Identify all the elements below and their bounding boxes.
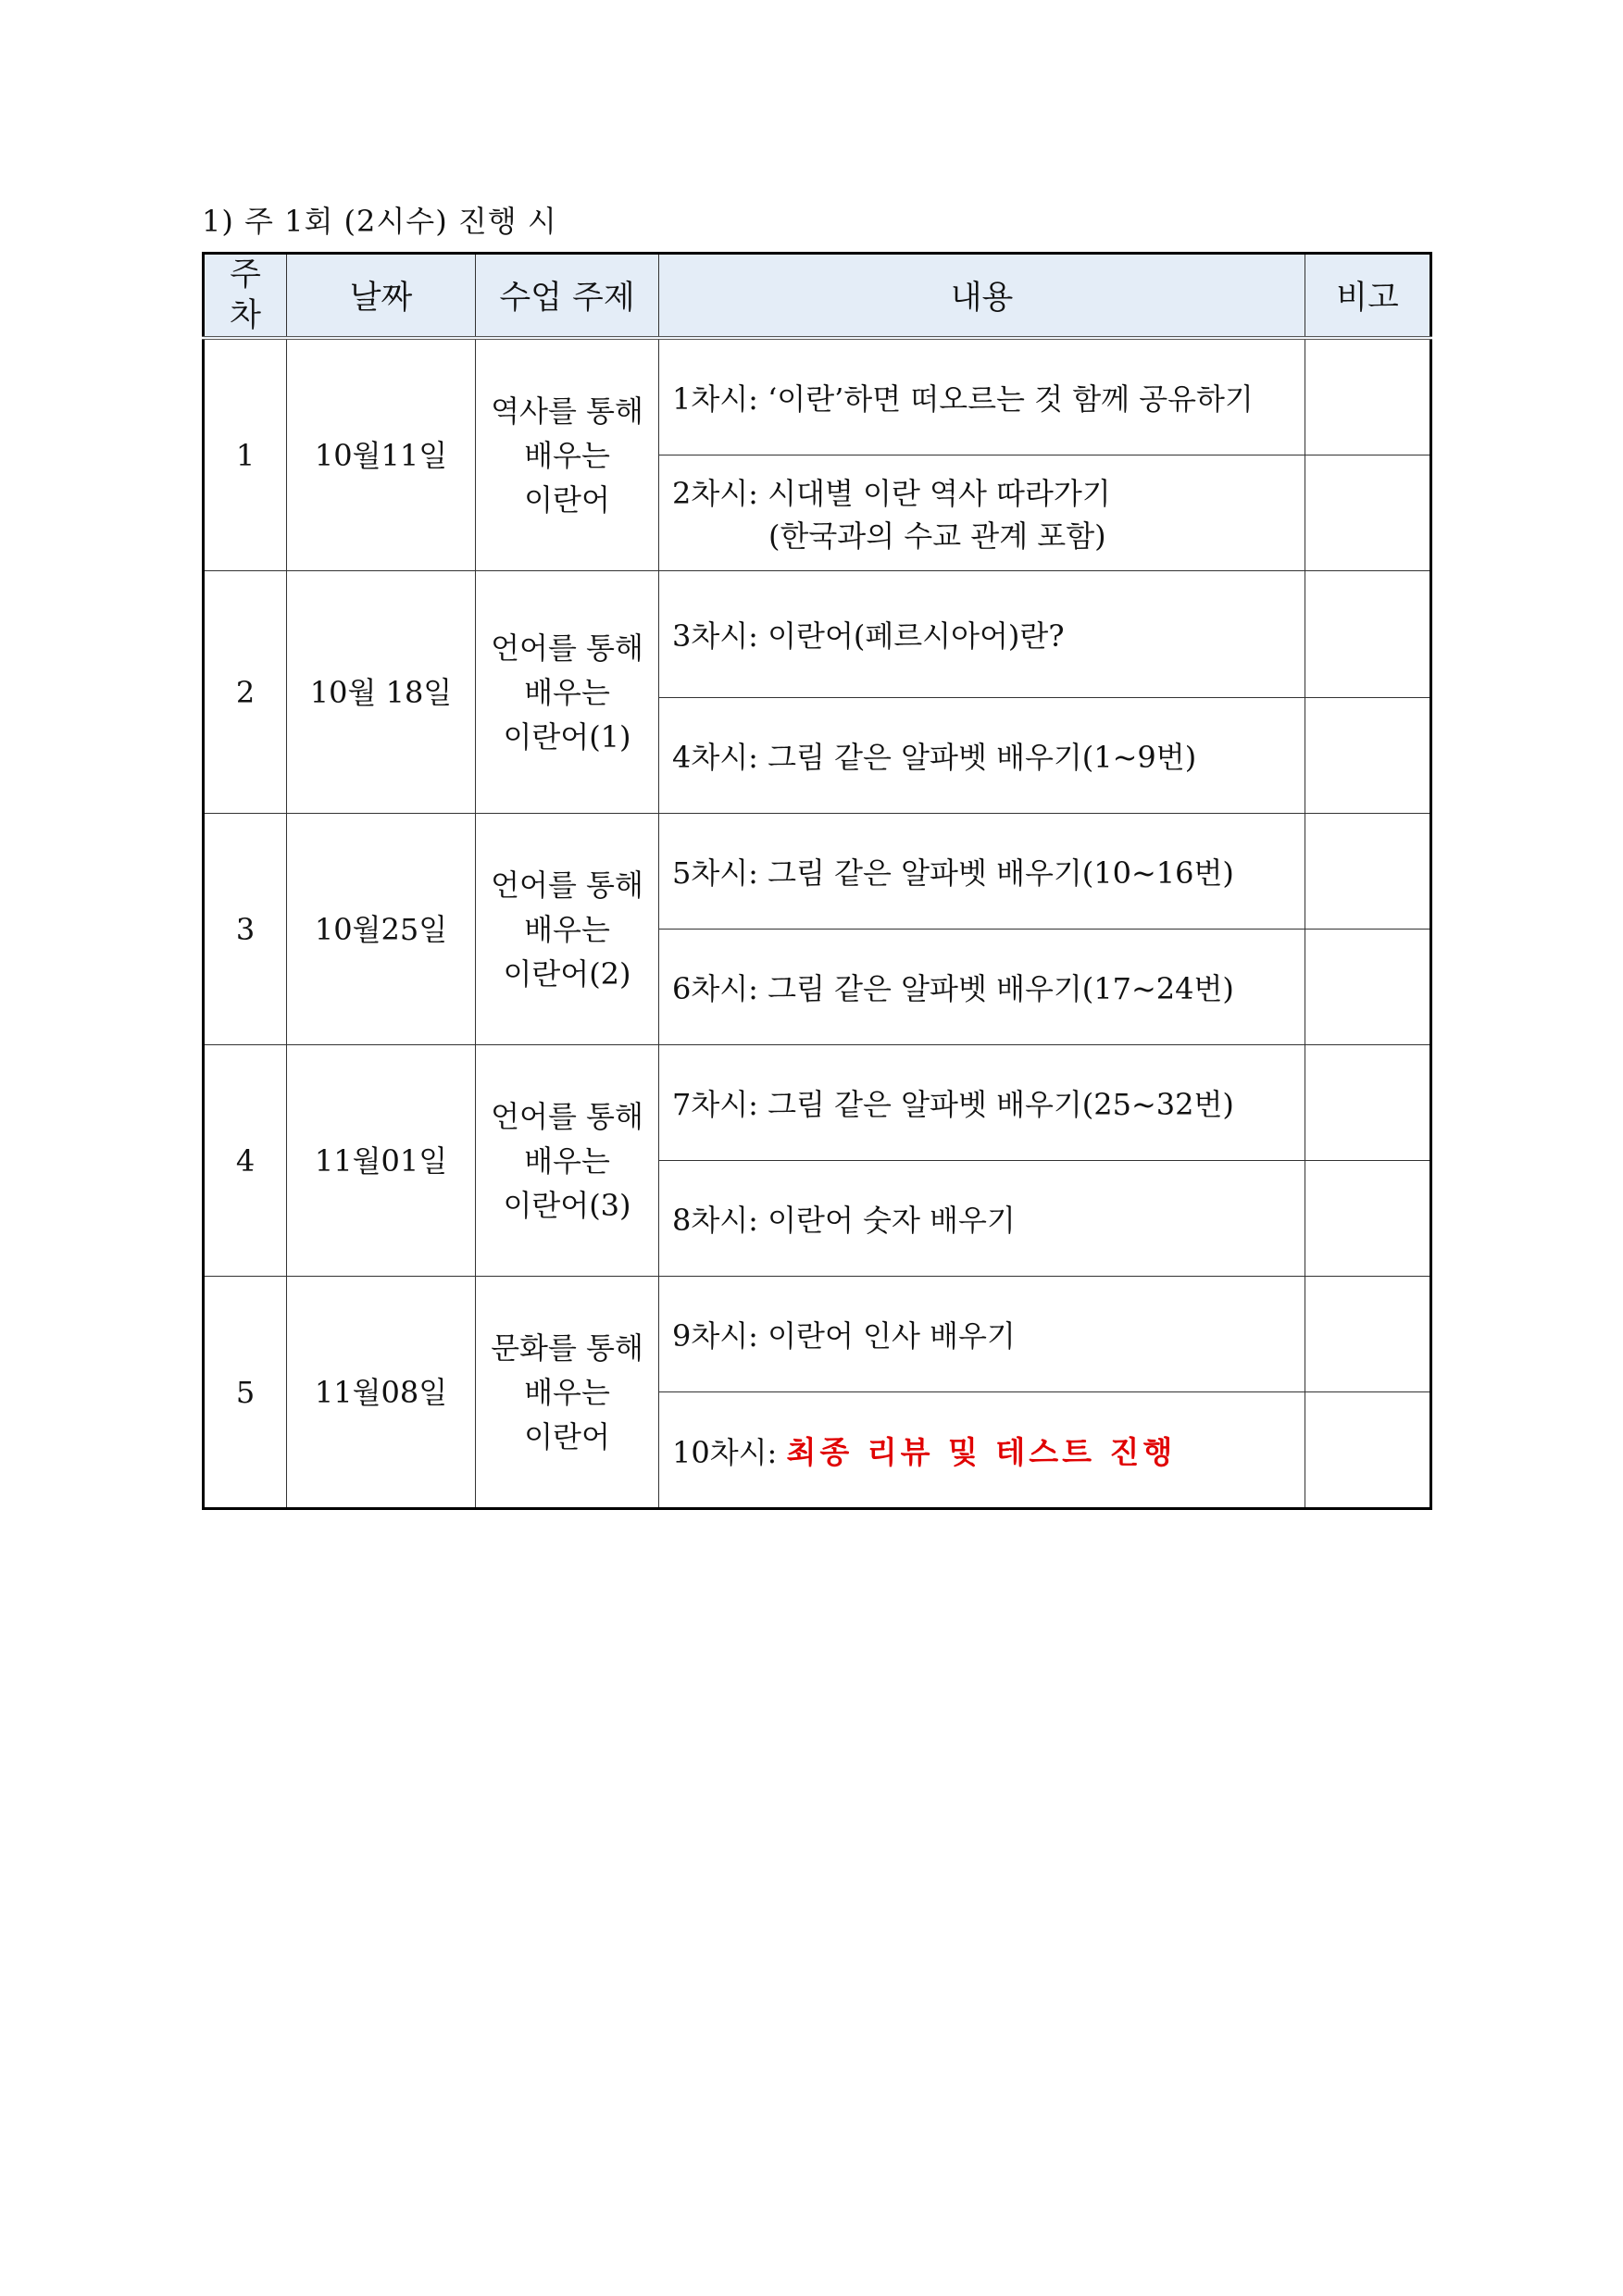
table-row: [204, 1045, 1431, 1161]
session-cell: [659, 571, 1305, 698]
header-week: [204, 254, 287, 339]
note-cell: [1305, 814, 1431, 930]
date-cell: 10월 18일: [287, 571, 476, 814]
table-row: [204, 1277, 1431, 1392]
table-row: [204, 814, 1431, 930]
header-note: 비고: [1305, 254, 1431, 339]
session-text: 7차시: 그림 같은 알파벳 배우기(25~32번): [672, 1087, 1234, 1122]
header-week-line: 주: [230, 256, 261, 293]
schedule-table: [202, 252, 1432, 1510]
table-row: [204, 571, 1431, 698]
topic-line: 이란어: [524, 481, 610, 518]
topic-cell: [476, 1045, 659, 1277]
session-text: 5차시: 그림 같은 알파벳 배우기(10~16번): [672, 855, 1234, 891]
header-date: 날짜: [287, 254, 476, 339]
date-cell: 10월11일: [287, 338, 476, 571]
topic-cell: [476, 1277, 659, 1509]
note-cell: [1305, 1277, 1431, 1392]
session-cell: [659, 1277, 1305, 1392]
topic-line: 배우는: [524, 437, 610, 473]
topic-line: 언어를 통해: [491, 867, 643, 903]
section-heading: 1) 주 1회 (2시수) 진행 시: [202, 204, 557, 239]
note-cell: [1305, 698, 1431, 814]
topic-cell: [476, 338, 659, 571]
session-cell: [659, 338, 1305, 455]
topic-line: 언어를 통해: [491, 1098, 643, 1134]
week-cell: 2: [204, 571, 287, 814]
table-header-row: [204, 254, 1431, 339]
session-cell: [659, 698, 1305, 814]
session-cell: [659, 814, 1305, 930]
date-cell: 11월01일: [287, 1045, 476, 1277]
topic-line: 이란어: [524, 1418, 610, 1454]
week-cell: 5: [204, 1277, 287, 1509]
date-cell: 11월08일: [287, 1277, 476, 1509]
session-text: 2차시: 시대별 이란 역사 따라가기: [672, 476, 1111, 511]
note-cell: [1305, 455, 1431, 571]
topic-line: 역사를 통해: [491, 393, 643, 429]
session-text: 8차시: 이란어 숫자 배우기: [672, 1203, 1016, 1238]
week-cell: 1: [204, 338, 287, 571]
week-cell: 3: [204, 814, 287, 1045]
topic-line: 이란어(3): [503, 1187, 631, 1223]
header-topic: 수업 주제: [476, 254, 659, 339]
topic-line: 이란어(1): [503, 718, 631, 755]
topic-line: 배우는: [524, 911, 610, 947]
session-text: 10차시:: [672, 1434, 787, 1470]
table-row: [204, 338, 1431, 455]
topic-line: 배우는: [524, 1142, 610, 1179]
topic-line: 언어를 통해: [491, 630, 643, 666]
note-cell: [1305, 1161, 1431, 1277]
topic-cell: [476, 571, 659, 814]
note-cell: [1305, 338, 1431, 455]
topic-line: 문화를 통해: [491, 1329, 643, 1366]
note-cell: [1305, 571, 1431, 698]
session-cell: [659, 1161, 1305, 1277]
session-subtext: (한국과의 수교 관계 포함): [768, 518, 1106, 554]
session-text: 4차시: 그림 같은 알파벳 배우기(1~9번): [672, 740, 1197, 775]
week-cell: 4: [204, 1045, 287, 1277]
session-text: 9차시: 이란어 인사 배우기: [672, 1318, 1016, 1354]
topic-line: 배우는: [524, 1374, 610, 1410]
session-cell: [659, 455, 1305, 571]
topic-cell: [476, 814, 659, 1045]
session-text: 6차시: 그림 같은 알파벳 배우기(17~24번): [672, 971, 1234, 1006]
header-week-line: 차: [230, 297, 261, 334]
session-cell: [659, 1392, 1305, 1509]
highlight-text: 최종 리뷰 및 테스트 진행: [786, 1433, 1177, 1470]
session-text: 1차시: ‘이란’하면 떠오르는 것 함께 공유하기: [672, 381, 1254, 417]
topic-line: 이란어(2): [503, 955, 631, 992]
session-cell: [659, 930, 1305, 1045]
note-cell: [1305, 1392, 1431, 1509]
session-cell: [659, 1045, 1305, 1161]
date-cell: 10월25일: [287, 814, 476, 1045]
note-cell: [1305, 930, 1431, 1045]
topic-line: 배우는: [524, 674, 610, 710]
session-text: 3차시: 이란어(페르시아어)란?: [672, 618, 1065, 654]
header-content: 내용: [659, 254, 1305, 339]
note-cell: [1305, 1045, 1431, 1161]
